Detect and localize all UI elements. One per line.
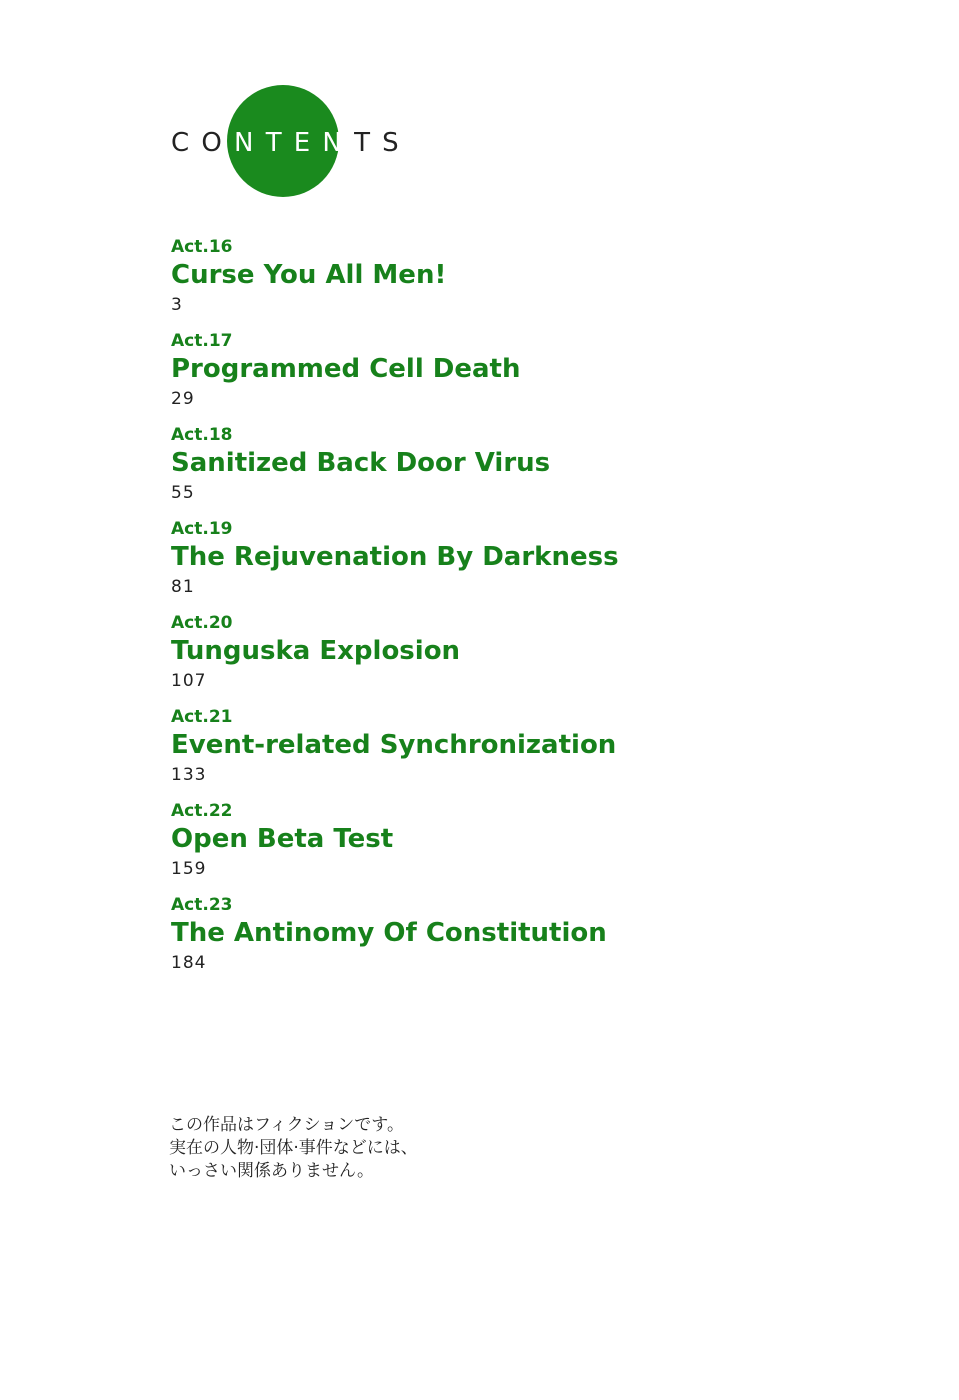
- chapter-title: Curse You All Men!: [171, 260, 447, 290]
- toc-entry[interactable]: [171, 519, 871, 613]
- page-number: 159: [171, 859, 207, 879]
- disclaimer-line: この作品はフィクションです。: [169, 1115, 404, 1135]
- toc-entry[interactable]: [171, 707, 871, 801]
- title-letter: N: [234, 128, 266, 158]
- contents-header: [0, 0, 959, 220]
- page-number: 29: [171, 389, 195, 409]
- title-letter: S: [382, 128, 411, 158]
- chapter-title: Event-related Synchronization: [171, 730, 617, 760]
- page-number: 133: [171, 765, 207, 785]
- title-letter: T: [354, 128, 383, 158]
- toc-entry[interactable]: [171, 331, 871, 425]
- chapter-title: Programmed Cell Death: [171, 354, 521, 384]
- toc-entry[interactable]: [171, 237, 871, 331]
- disclaimer-line: 実在の人物·団体·事件などには、: [169, 1138, 418, 1158]
- act-label: Act.21: [171, 707, 233, 727]
- act-label: Act.22: [171, 801, 233, 821]
- act-label: Act.23: [171, 895, 233, 915]
- page-number: 55: [171, 483, 195, 503]
- chapter-title: Open Beta Test: [171, 824, 394, 854]
- act-label: Act.19: [171, 519, 233, 539]
- chapter-title: Sanitized Back Door Virus: [171, 448, 551, 478]
- table-of-contents: [171, 237, 871, 989]
- toc-entry[interactable]: [171, 425, 871, 519]
- page-number: 107: [171, 671, 207, 691]
- disclaimer-line: いっさい関係ありません。: [169, 1161, 375, 1181]
- chapter-title: The Rejuvenation By Darkness: [171, 542, 619, 572]
- toc-entry[interactable]: [171, 613, 871, 707]
- title-letter: N: [322, 128, 355, 158]
- fiction-disclaimer: [169, 1114, 589, 1183]
- act-label: Act.16: [171, 237, 233, 257]
- title-letter: C: [171, 128, 202, 158]
- title-letter: T: [265, 128, 294, 158]
- chapter-title: The Antinomy Of Constitution: [171, 918, 607, 948]
- toc-entry[interactable]: [171, 895, 871, 989]
- title-letter: O: [201, 128, 235, 158]
- chapter-title: Tunguska Explosion: [171, 636, 461, 666]
- toc-entry[interactable]: [171, 801, 871, 895]
- title-letter: E: [293, 128, 323, 158]
- act-label: Act.20: [171, 613, 233, 633]
- page-number: 3: [171, 295, 183, 315]
- act-label: Act.17: [171, 331, 233, 351]
- page-number: 184: [171, 953, 207, 973]
- page-number: 81: [171, 577, 195, 597]
- contents-title: [171, 128, 411, 158]
- act-label: Act.18: [171, 425, 233, 445]
